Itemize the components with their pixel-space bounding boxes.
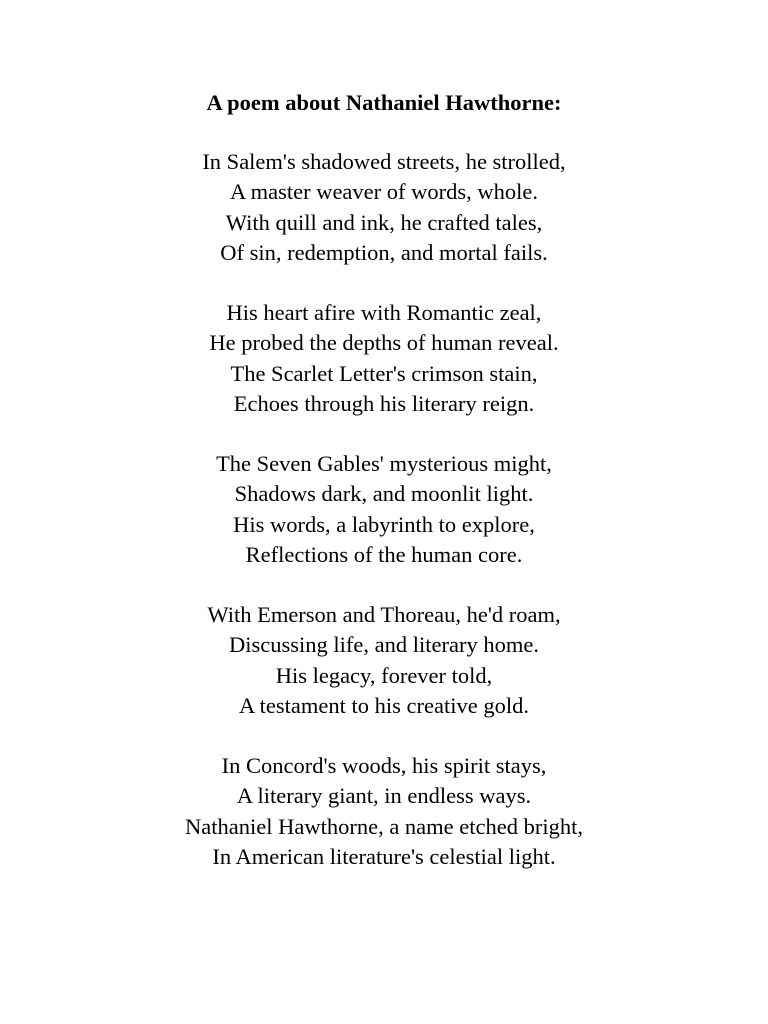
poem-line: Nathaniel Hawthorne, a name etched bright, [185, 813, 583, 839]
poem-stanza-4 [0, 600, 768, 722]
poem-stanza-5 [0, 751, 768, 873]
poem-line: His heart afire with Romantic zeal, [226, 300, 542, 325]
poem-line: In American literature's celestial light. [212, 844, 556, 870]
poem-line: The Seven Gables' mysterious might, [216, 451, 552, 476]
poem-line: The Scarlet Letter's crimson stain, [230, 360, 538, 386]
poem-line: He probed the depths of human reveal. [209, 330, 559, 356]
poem-line: His words, a labyrinth to explore, [233, 511, 535, 537]
poem-line: A testament to his creative gold. [239, 693, 529, 719]
poem-line: With quill and ink, he crafted tales, [225, 209, 543, 235]
poem-stanza-1 [0, 147, 768, 269]
poem-line: In Concord's woods, his spirit stays, [221, 753, 547, 778]
poem-stanza-3 [0, 449, 768, 571]
poem-line: Echoes through his literary reign. [233, 391, 535, 417]
poem-line: Shadows dark, and moonlit light. [234, 481, 534, 507]
poem-line: A literary giant, in endless ways. [236, 783, 532, 809]
poem-line: Reflections of the human core. [245, 542, 523, 568]
poem-title: A poem about Nathaniel Hawthorne: [206, 90, 562, 115]
poem-line: In Salem's shadowed streets, he strolled, [202, 149, 566, 174]
poem-line: A master weaver of words, whole. [229, 179, 539, 205]
poem-line: Discussing life, and literary home. [229, 632, 539, 658]
poem-stanza-2 [0, 298, 768, 420]
poem-line: With Emerson and Thoreau, he'd roam, [207, 602, 561, 627]
poem-line: His legacy, forever told, [275, 662, 493, 688]
poem-line: Of sin, redemption, and mortal fails. [220, 240, 548, 266]
